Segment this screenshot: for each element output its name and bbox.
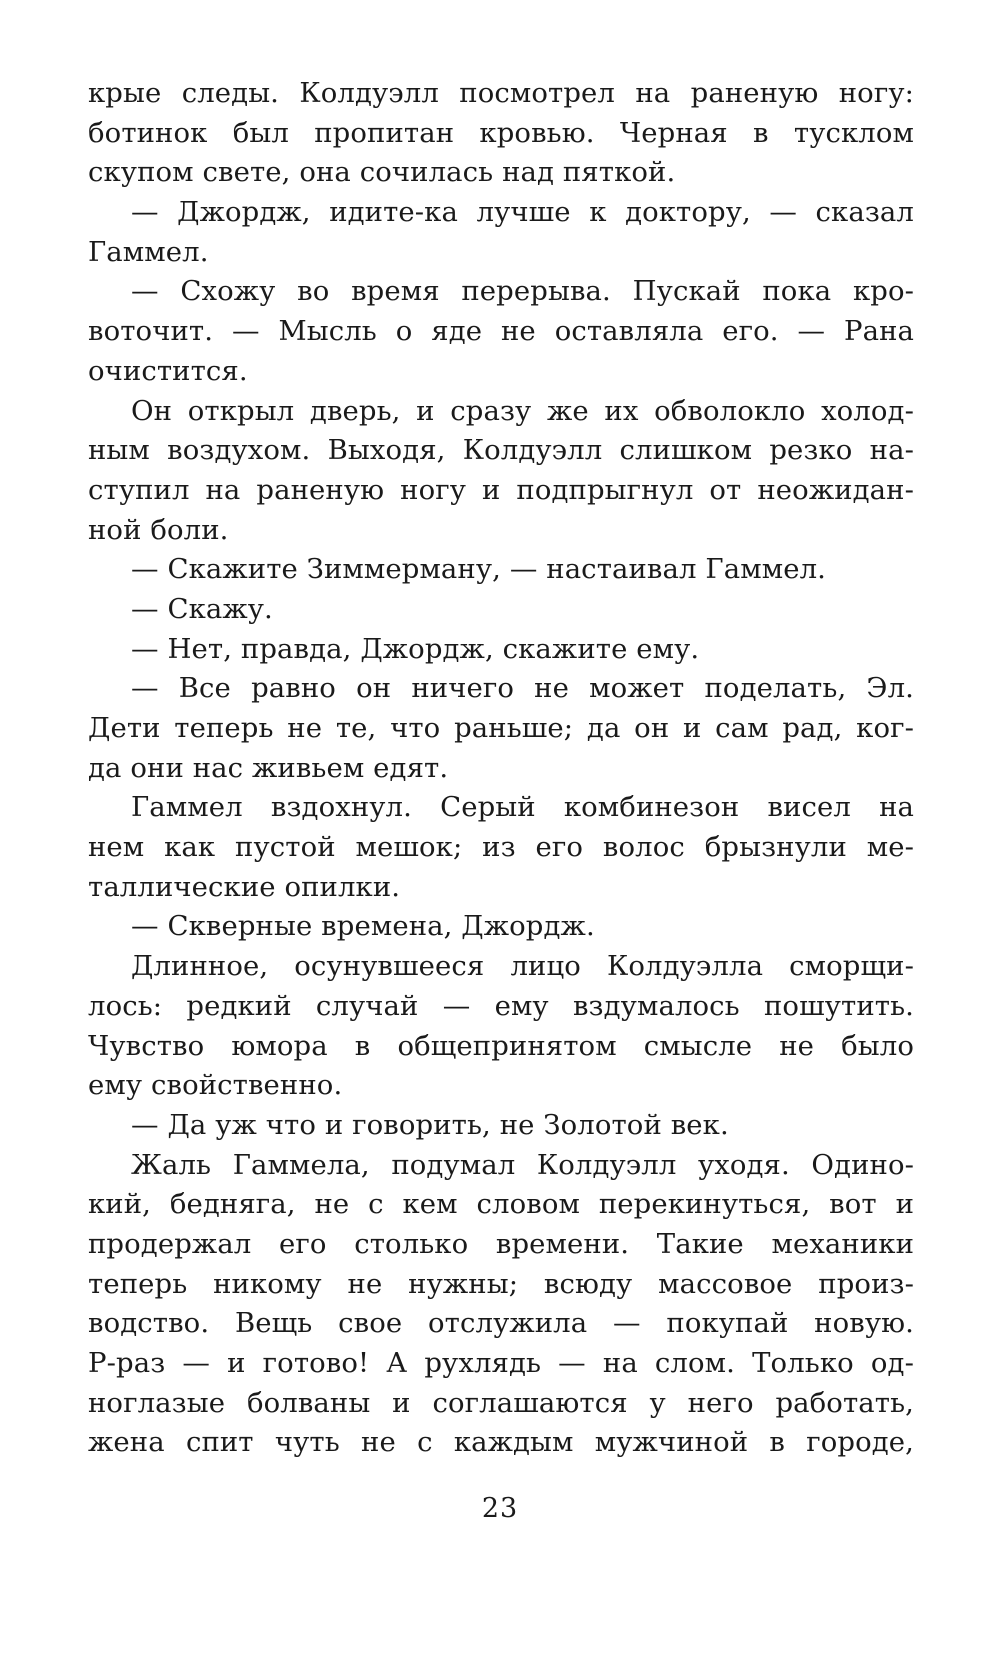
text-line: воточит. — Мысль о яде не оставляла его. — Рана [88, 315, 914, 348]
text-line: таллические опилки. [88, 870, 401, 903]
text-line: ноглазые болваны и соглашаются у него работать, [88, 1386, 914, 1419]
page-body [88, 74, 914, 1463]
text-line: Гаммел вздохнул. Серый комбинезон висел на [131, 791, 914, 824]
text-line: — Скверные времена, Джордж. [131, 910, 595, 943]
text-line: Гаммел. [88, 235, 209, 268]
text-line: да они нас живьем едят. [88, 751, 449, 784]
text-line: ным воздухом. Выходя, Колдуэлл слишком резко на- [88, 434, 914, 467]
text-line: теперь никому не нужны; всюду массовое произ- [88, 1267, 914, 1300]
text-line: крые следы. Колдуэлл посмотрел на раненую ногу: [88, 77, 914, 109]
text-line: — Джордж, идите-ка лучше к доктору, — сказал [131, 196, 914, 229]
text-line: — Нет, правда, Джордж, скажите ему. [131, 632, 700, 665]
text-line: водство. Вещь свое отслужила — покупай новую. [88, 1307, 914, 1340]
text-line: Жаль Гаммела, подумал Колдуэлл уходя. Одино- [131, 1148, 914, 1181]
text-line: лось: редкий случай — ему вздумалось пошутить. [88, 989, 914, 1022]
text-line: — Схожу во время перерыва. Пускай пока кро- [131, 275, 914, 308]
text-line: продержал его столько времени. Такие механики [88, 1227, 914, 1260]
text-line: нем как пустой мешок; из его волос брызнули ме- [88, 831, 914, 864]
text-line: Длинное, осунувшееся лицо Колдуэлла сморщи- [131, 950, 914, 983]
text-line: — Скажите Зиммерману, — настаивал Гаммел. [131, 553, 826, 586]
text-line: скупом свете, она сочилась над пяткой. [88, 156, 676, 189]
text-line: Чувство юмора в общепринятом смысле не было [88, 1029, 914, 1062]
text-line: ботинок был пропитан кровью. Черная в тусклом [88, 116, 914, 149]
text-line: Дети теперь не те, что раньше; да он и сам рад, ког- [88, 712, 914, 744]
page-number: 23 [481, 1493, 519, 1524]
text-line: Он открыл дверь, и сразу же их обволокло холод- [131, 394, 914, 427]
text-line: ступил на раненую ногу и подпрыгнул от неожидан- [88, 473, 914, 506]
text-line: Р-раз — и готово! А рухлядь — на слом. Только од- [88, 1347, 914, 1379]
text-line: — Да уж что и говорить, не Золотой век. [131, 1108, 729, 1141]
text-line: — Все равно он ничего не может поделать, Эл. [131, 672, 914, 705]
text-line: очистится. [88, 354, 248, 387]
text-line: кий, бедняга, не с кем словом перекинуться, вот и [88, 1188, 914, 1221]
text-line: — Скажу. [131, 592, 273, 625]
text-line: ему свойственно. [88, 1069, 343, 1102]
text-line: жена спит чуть не с каждым мужчиной в городе, [88, 1426, 914, 1459]
text-line: ной боли. [88, 513, 229, 546]
